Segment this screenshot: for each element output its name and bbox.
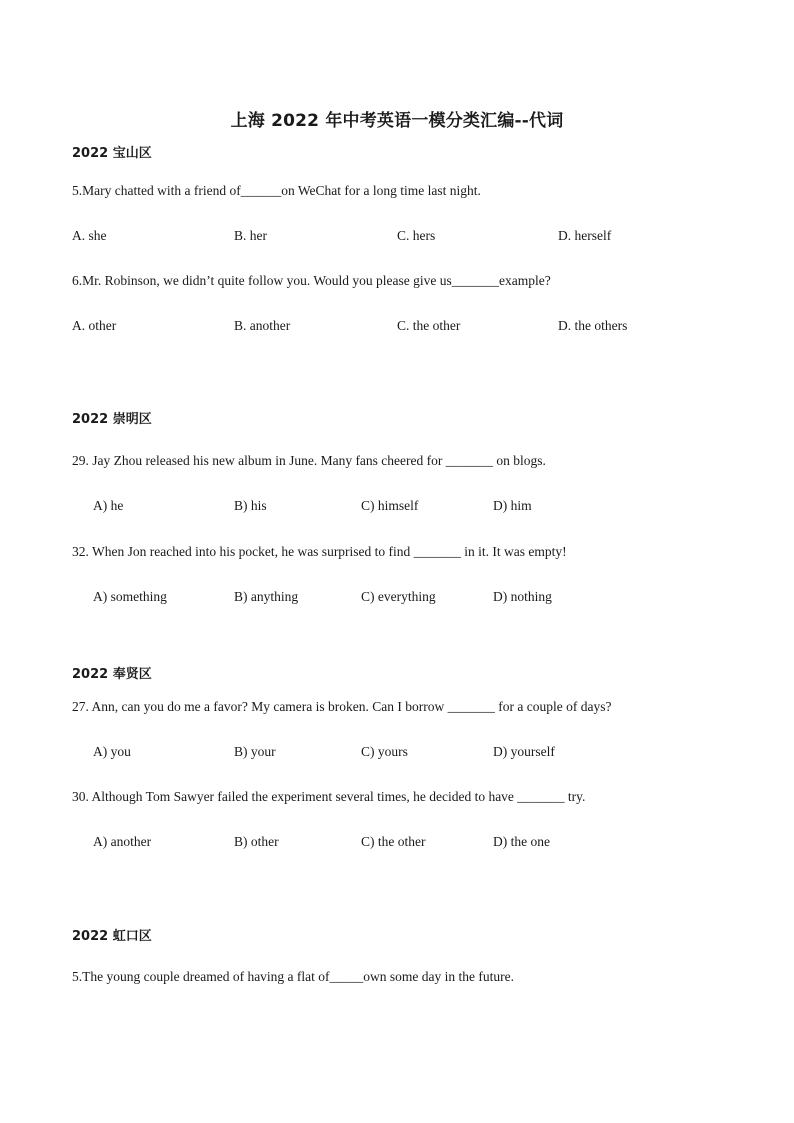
answer-options [0, 834, 794, 854]
option-b: B. her [234, 228, 267, 243]
question-stem: 29. Jay Zhou released his new album in June. Many fans cheered for _______ on blogs. [72, 453, 546, 468]
option-b: B) other [234, 834, 279, 849]
option-a: A. other [72, 318, 117, 333]
question-stem: 32. When Jon reached into his pocket, he was surprised to find _______ in it. It was empty! [72, 544, 567, 559]
option-d: D. the others [558, 318, 628, 333]
option-a: A) he [93, 498, 124, 513]
question-stem: 30. Although Tom Sawyer failed the experiment several times, he decided to have _______ try. [72, 789, 586, 804]
option-c: C) himself [361, 498, 419, 513]
option-d: D. herself [558, 228, 612, 243]
answer-options [0, 228, 794, 248]
section-heading-fengxian: 2022 奉贤区 [72, 667, 152, 682]
answer-options [0, 318, 794, 338]
option-b: B. another [234, 318, 291, 333]
option-b: B) his [234, 498, 267, 513]
option-d: D) nothing [493, 589, 552, 604]
option-b: B) anything [234, 589, 299, 604]
option-c: C) everything [361, 589, 436, 604]
option-c: C. the other [397, 318, 461, 333]
section-heading-hongkou: 2022 虹口区 [72, 929, 152, 944]
section-heading-chongming: 2022 崇明区 [72, 412, 152, 427]
question-stem: 6.Mr. Robinson, we didn’t quite follow you. Would you please give us_______example? [72, 273, 551, 288]
option-c: C) the other [361, 834, 426, 849]
answer-options [0, 498, 794, 518]
option-d: D) him [493, 498, 532, 513]
question-stem: 5.Mary chatted with a friend of______on WeChat for a long time last night. [72, 183, 481, 198]
answer-options [0, 744, 794, 764]
answer-options [0, 589, 794, 609]
option-c: C) yours [361, 744, 408, 759]
option-d: D) the one [493, 834, 550, 849]
option-a: A) another [93, 834, 152, 849]
document-title: 上海 2022 年中考英语一模分类汇编--代词 [230, 111, 564, 131]
option-c: C. hers [397, 228, 436, 243]
question-stem: 27. Ann, can you do me a favor? My camera is broken. Can I borrow _______ for a couple of days? [72, 699, 612, 714]
question-stem: 5.The young couple dreamed of having a flat of_____own some day in the future. [72, 969, 514, 984]
option-b: B) your [234, 744, 276, 759]
option-d: D) yourself [493, 744, 555, 759]
section-heading-baoshan: 2022 宝山区 [72, 146, 152, 161]
option-a: A) you [93, 744, 131, 759]
option-a: A. she [72, 228, 107, 243]
option-a: A) something [93, 589, 167, 604]
